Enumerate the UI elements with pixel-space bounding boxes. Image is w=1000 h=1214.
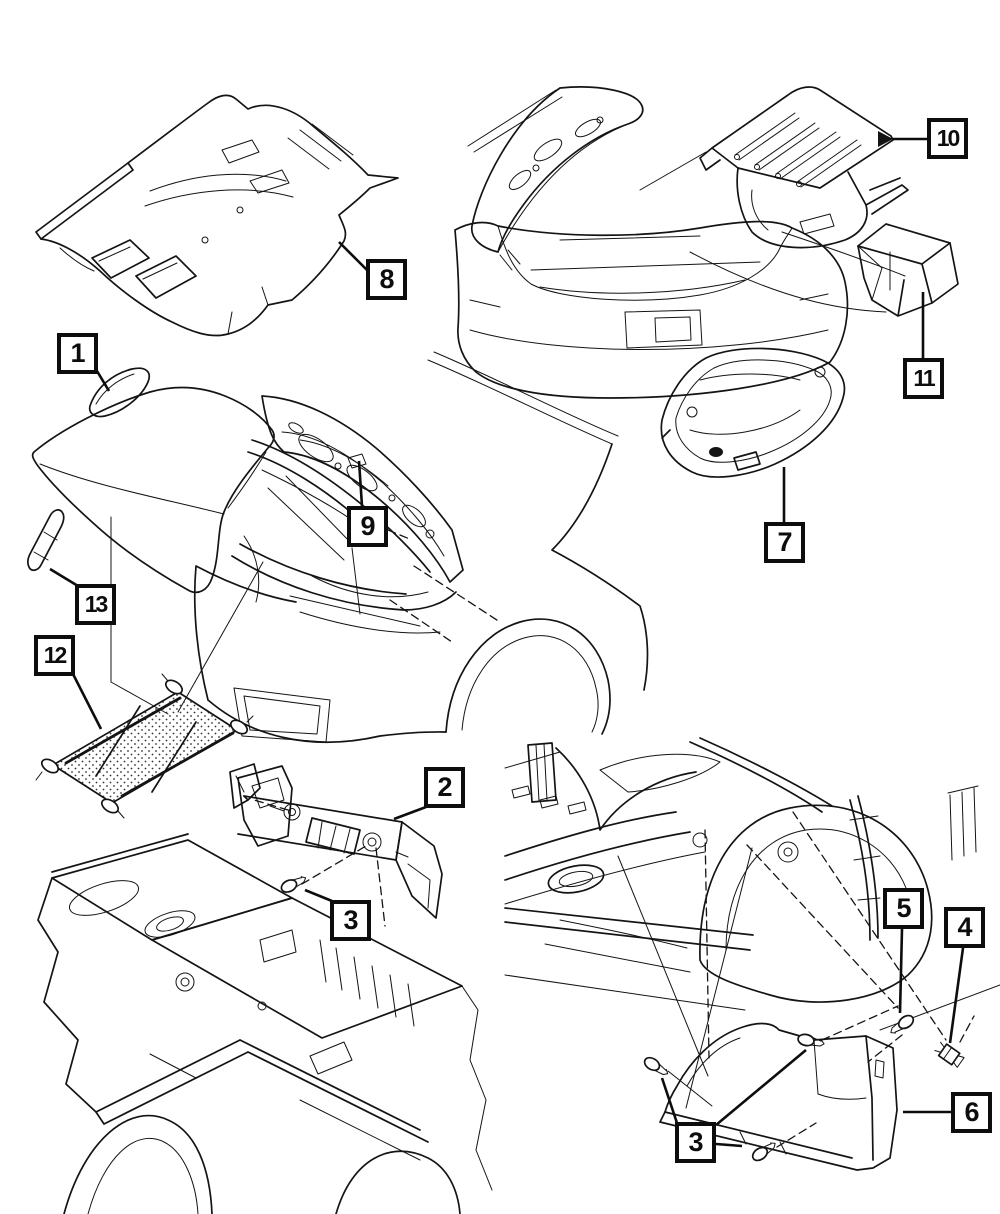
callout-number: 6 [964, 1097, 979, 1127]
callout-number: 3 [343, 905, 358, 935]
callout-3[interactable] [675, 1122, 716, 1163]
callout-8[interactable] [366, 259, 407, 300]
callout-number: 1 [70, 338, 85, 368]
callout-10[interactable] [927, 118, 968, 159]
callout-number: 3 [688, 1127, 703, 1157]
callout-9[interactable] [347, 506, 388, 547]
callout-number: 12 [43, 642, 66, 668]
callout-number: 8 [379, 264, 394, 294]
callout-number: 10 [936, 125, 959, 151]
callout-1[interactable] [57, 333, 98, 374]
callout-6[interactable] [951, 1092, 992, 1133]
callout-number: 5 [896, 893, 911, 923]
callout-7[interactable] [764, 522, 805, 563]
callout-2[interactable] [424, 767, 465, 808]
callout-13[interactable] [75, 584, 116, 625]
callout-number: 7 [777, 527, 792, 557]
callout-12[interactable] [34, 635, 75, 676]
callout-11[interactable] [903, 358, 944, 399]
callout-3[interactable] [330, 900, 371, 941]
callout-number: 13 [84, 591, 107, 617]
callout-5[interactable] [883, 888, 924, 929]
callout-number: 4 [957, 912, 972, 942]
callout-number: 2 [437, 772, 452, 802]
callout-number: 11 [913, 365, 934, 391]
callout-number: 9 [360, 511, 375, 541]
callout-4[interactable] [944, 907, 985, 948]
